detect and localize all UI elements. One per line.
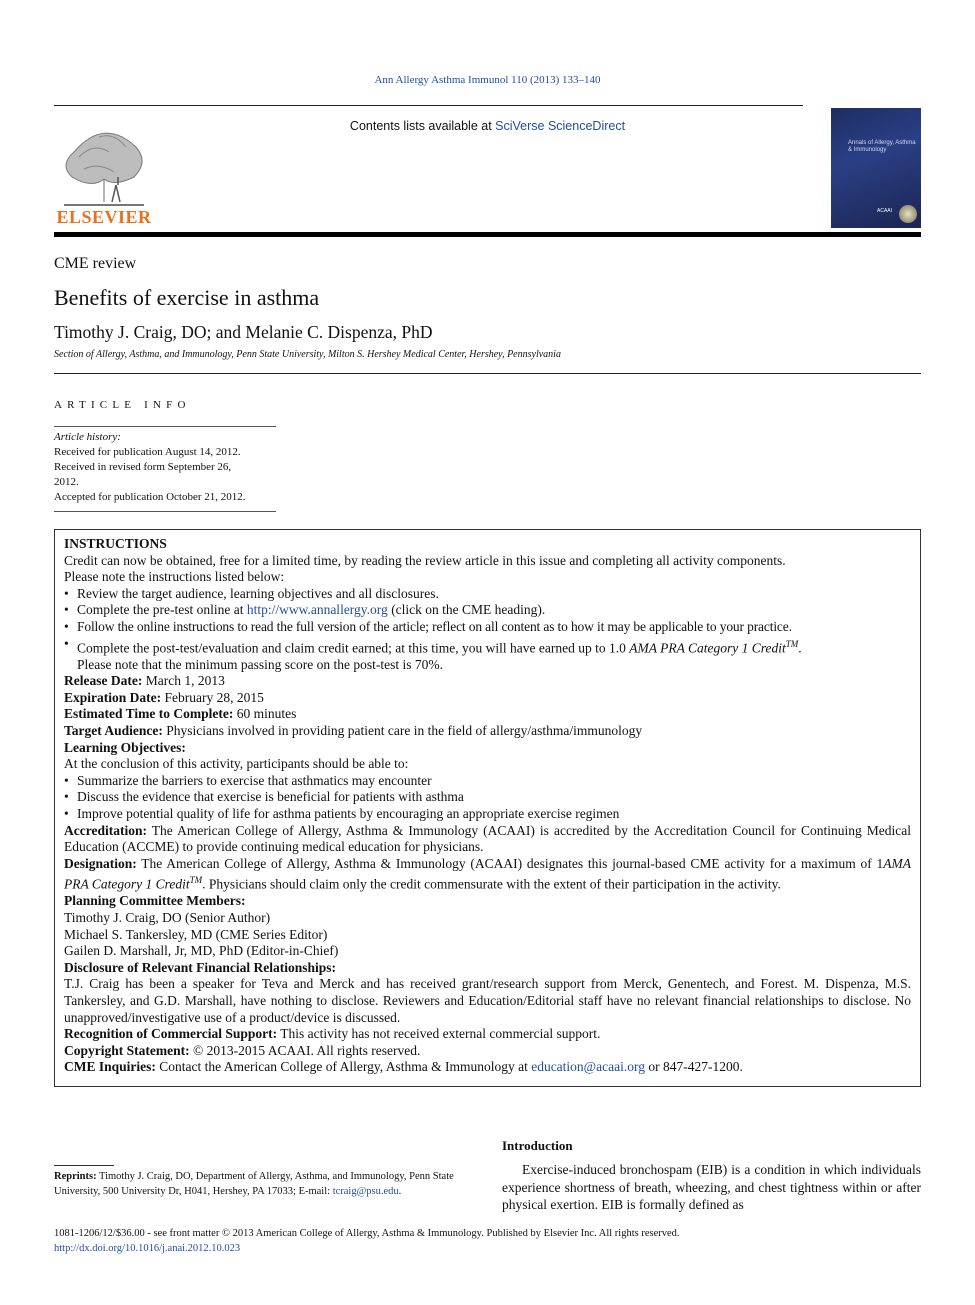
objective-text: Summarize the barriers to exercise that asthmatics may encounter (77, 772, 432, 788)
article-title: Benefits of exercise in asthma (54, 285, 320, 310)
designation-value: The American College of Allergy, Asthma & Immunology (ACAAI) designates this journal-based CME activity for a maximum of 1 (136, 855, 884, 871)
expiration-date-row (64, 690, 911, 707)
accreditation-row (64, 823, 911, 856)
designation-label: Designation: (64, 855, 137, 871)
inquiries-label: CME Inquiries: (64, 1059, 156, 1075)
accreditation-value: The American College of Allergy, Asthma & Immunology (ACAAI) is accredited by the Accreditation Council for Continuing Medical Education (ACCME) to provide continuing medical education for physicians. (64, 822, 911, 855)
cme-inquiries-row (64, 1059, 911, 1076)
committee-member: Timothy J. Craig, DO (Senior Author) (64, 910, 271, 926)
expiration-date-label: Expiration Date: (64, 689, 162, 705)
introduction-paragraph: Exercise-induced bronchospam (EIB) is a condition in which individuals experience shortness of breath, wheezing, and chest tightness within or after physical exertion. EIB is formally defined as (502, 1162, 921, 1212)
disclosure-text: T.J. Craig has been a speaker for Teva and Merck and has received grant/research support from Merck, Genentech, and Forest. M. Dispenza, M.S. Tankersley, and G.D. Marshall, have nothing to disclose. Reviewers and Education/Editorial staff have no relevant financial relationships to disclose. No unapproved/investigative use of a product/device is discussed. (64, 976, 911, 1025)
article-info-heading: ARTICLE INFO (54, 399, 191, 411)
elsevier-wordmark: ELSEVIER (56, 207, 152, 227)
reprints-footnote (54, 1170, 474, 1199)
objective-bullet (64, 789, 911, 806)
header-thick-rule (54, 232, 921, 237)
support-value: This activity has not received external commercial support. (277, 1026, 601, 1042)
instructions-intro: Credit can now be obtained, free for a limited time, by reading the review article in this issue and completing all activity components. (64, 552, 786, 568)
cover-title: Annals of Allergy, Asthma & Immunology (848, 140, 916, 153)
sciencedirect-link[interactable]: SciVerse ScienceDirect (495, 119, 626, 133)
instruction-bullet (64, 636, 911, 674)
author-list: Timothy J. Craig, DO; and Melanie C. Dispenza, PhD (54, 322, 433, 342)
journal-reference[interactable]: Ann Allergy Asthma Immunol 110 (2013) 133–140 (374, 74, 601, 86)
objective-bullet (64, 773, 911, 790)
article-history (54, 426, 276, 512)
copyright-row (64, 1043, 911, 1060)
header-divider (54, 105, 803, 106)
acaai-seal-icon (899, 205, 917, 223)
annallergy-link[interactable]: http://www.annallergy.org (246, 602, 388, 618)
committee-member: Gailen D. Marshall, Jr, MD, PhD (Editor-in-Chief) (64, 943, 339, 959)
audience-label: Target Audience: (64, 723, 163, 739)
affiliation: Section of Allergy, Asthma, and Immunology, Penn State University, Milton S. Hershey Medical Center, Hershey, Pennsylvania (54, 349, 561, 360)
time-to-complete-row (64, 706, 911, 723)
acaai-email-link[interactable]: education@acaai.org (531, 1059, 645, 1075)
issn-copyright-line: 1081-1206/12/$36.00 - see front matter © 2013 American College of Allergy, Asthma & Immunology. Published by Elsevier Inc. All rights reserved. (54, 1228, 680, 1239)
history-line: Received for publication August 14, 2012. (54, 446, 241, 458)
release-date-value: March 1, 2013 (142, 673, 225, 689)
commercial-support-row (64, 1026, 911, 1043)
cme-instructions-box (54, 529, 921, 1087)
instruction-bullet (64, 586, 911, 603)
reprints-text: . (398, 1185, 402, 1197)
copyright-label: Copyright Statement: (64, 1042, 190, 1058)
trademark-mark: TM (785, 638, 799, 649)
designation-value: . Physicians should claim only the credit commensurate with the extent of their participation in the activity. (202, 876, 781, 892)
release-date-row (64, 673, 911, 690)
history-line: Accepted for publication October 21, 2012. (54, 491, 246, 503)
credit-type: AMA PRA Category 1 Credit (629, 640, 786, 656)
bullet-text: Complete the pre-test online at (77, 602, 247, 618)
release-date-label: Release Date: (64, 673, 143, 689)
doi-link[interactable]: http://dx.doi.org/10.1016/j.anai.2012.10.023 (54, 1243, 241, 1254)
audience-value: Physicians involved in providing patient care in the field of allergy/asthma/immunology (162, 723, 643, 739)
bullet-text: Please note that the minimum passing score on the post-test is 70%. (77, 656, 443, 672)
bullet-text: Complete the post-test/evaluation and claim credit earned; at this time, you will have earned up to 1.0 (77, 640, 630, 656)
planning-committee-label: Planning Committee Members: (64, 893, 246, 909)
support-label: Recognition of Commercial Support: (64, 1026, 278, 1042)
title-block-divider (54, 373, 921, 374)
learning-objectives-label: Learning Objectives: (64, 739, 186, 755)
credit-type: AMA PRA Category 1 Credit (64, 855, 911, 892)
instruction-bullet (64, 602, 911, 619)
trademark-mark: TM (189, 875, 203, 886)
cover-acaai-label: ACAAI (877, 208, 893, 214)
instruction-bullet (64, 619, 911, 636)
expiration-date-value: February 28, 2015 (161, 689, 264, 705)
objective-bullet (64, 806, 911, 823)
history-line: 2012. (54, 476, 79, 488)
reprints-text: Timothy J. Craig, DO, Department of Allergy, Asthma, and Immunology, Penn State University, 500 University Dr, H041, Hershey, PA 17033; E-mail: (54, 1171, 454, 1197)
reprints-label: Reprints: (54, 1171, 97, 1182)
target-audience-row (64, 723, 911, 740)
instructions-heading: INSTRUCTIONS (64, 536, 167, 551)
disclosure-label: Disclosure of Relevant Financial Relationships: (64, 959, 337, 975)
time-label: Estimated Time to Complete: (64, 706, 234, 722)
time-value: 60 minutes (233, 706, 297, 722)
bullet-text: . (798, 640, 802, 656)
accreditation-label: Accreditation: (64, 822, 147, 838)
history-label: Article history: (54, 431, 121, 443)
bullet-text: (click on the CME heading). (387, 602, 546, 618)
history-line: Received in revised form September 26, (54, 461, 232, 473)
contents-prefix: Contents lists available at (349, 119, 496, 133)
instructions-note: Please note the instructions listed below: (64, 569, 285, 585)
objective-text: Discuss the evidence that exercise is beneficial for patients with asthma (77, 789, 464, 805)
copyright-value: © 2013-2015 ACAAI. All rights reserved. (189, 1042, 421, 1058)
inquiries-text: Contact the American College of Allergy, Asthma & Immunology at (155, 1059, 532, 1075)
committee-member: Michael S. Tankersley, MD (CME Series Editor) (64, 926, 328, 942)
designation-row (64, 856, 911, 894)
section-label: CME review (54, 255, 137, 272)
inquiries-text: or 847-427-1200. (644, 1059, 743, 1075)
author-email-link[interactable]: tcraig@psu.edu (332, 1185, 399, 1197)
introduction-heading: Introduction (502, 1138, 573, 1153)
objectives-intro: At the conclusion of this activity, participants should be able to: (64, 756, 409, 772)
objective-text: Improve potential quality of life for asthma patients by encouraging an appropriate exercise regimen (77, 806, 620, 821)
bullet-text: Follow the online instructions to read the full version of the article; reflect on all content as to how it may be applicable to your practice. (77, 618, 792, 634)
footnote-rule (54, 1165, 114, 1166)
bullet-text: Review the target audience, learning objectives and all disclosures. (77, 585, 439, 601)
